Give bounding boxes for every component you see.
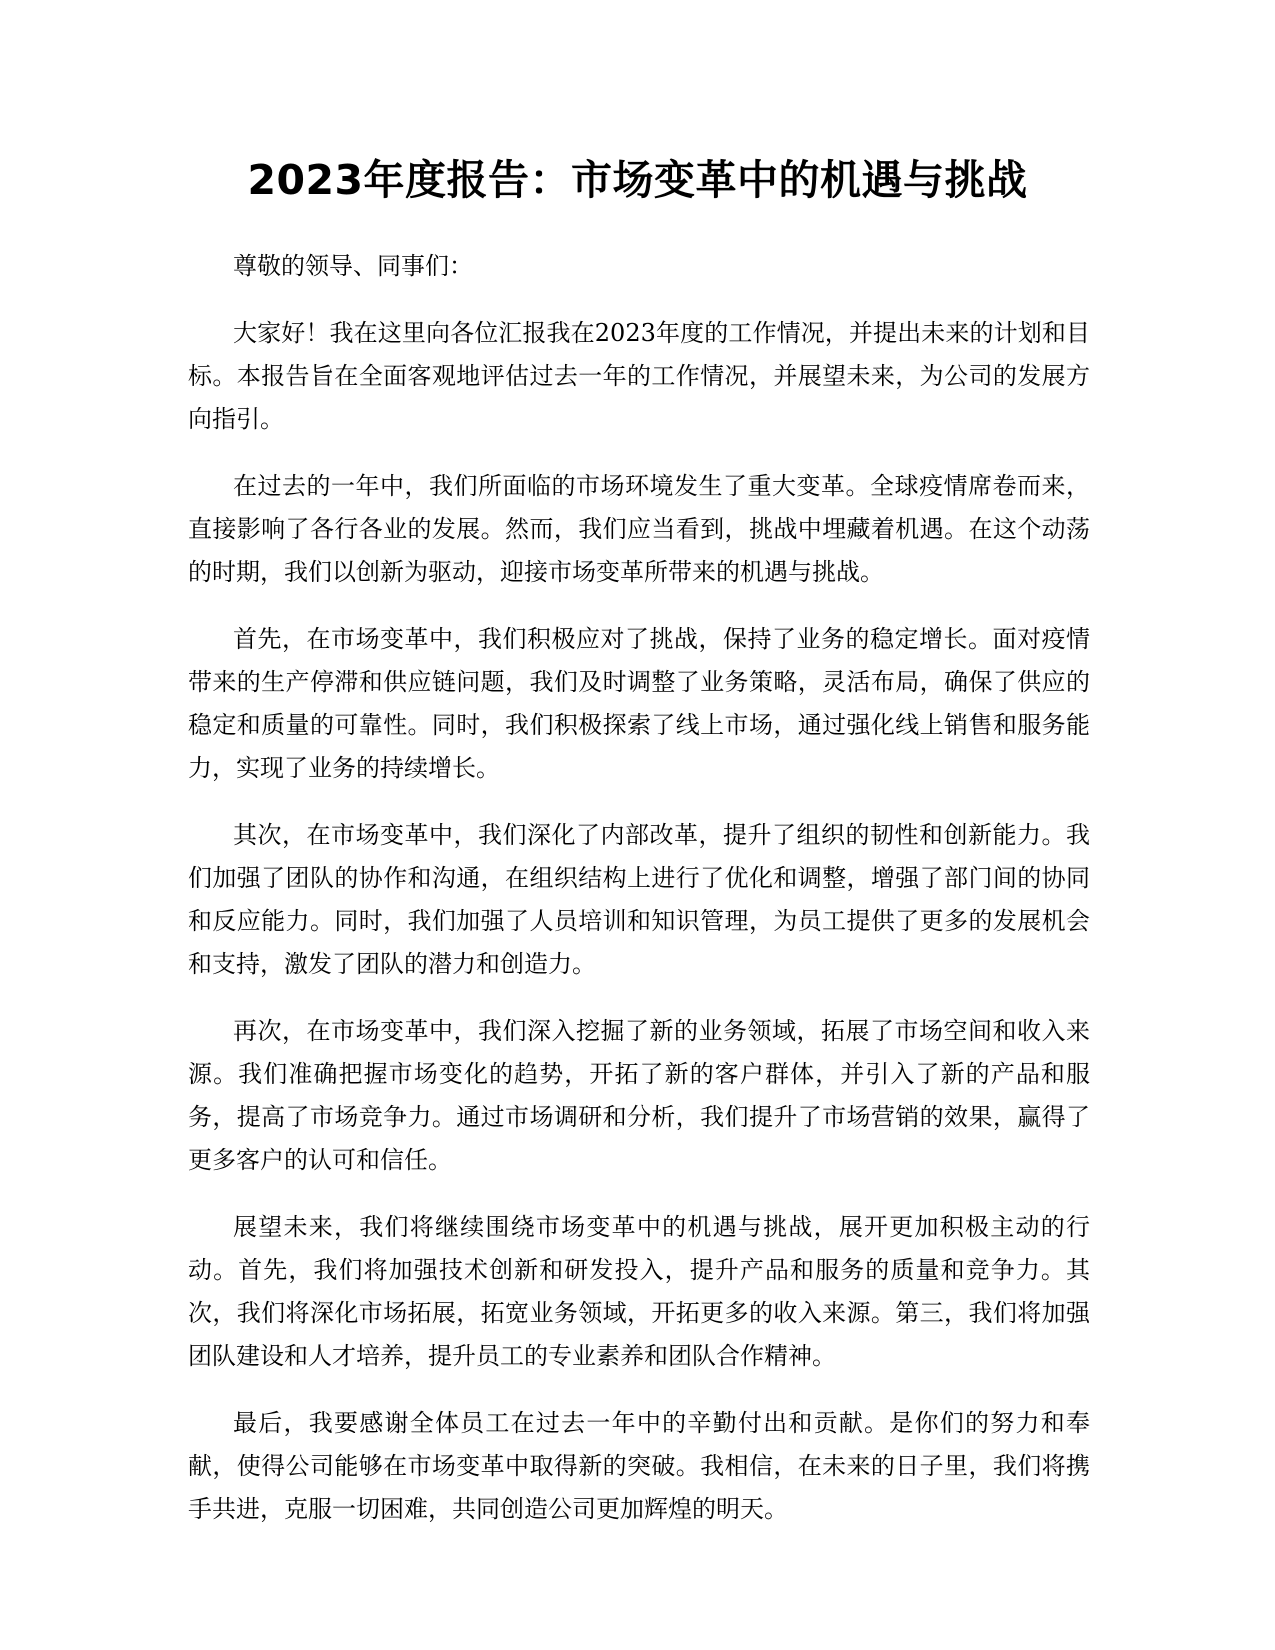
paragraph: 最后，我要感谢全体员工在过去一年中的辛勤付出和贡献。是你们的努力和奉献，使得公司能够在市场变革中取得新的突破。我相信，在未来的日子里，我们将携手共进，克服一切困难，共同创造公司更加辉煌的明天。 (188, 1409, 1090, 1523)
paragraph: 在过去的一年中，我们所面临的市场环境发生了重大变革。全球疫情席卷而来，直接影响了各行各业的发展。然而，我们应当看到，挑战中埋藏着机遇。在这个动荡的时期，我们以创新为驱动，迎接市场变革所带来的机遇与挑战。 (188, 472, 1090, 586)
paragraph: 首先，在市场变革中，我们积极应对了挑战，保持了业务的稳定增长。面对疫情带来的生产停滞和供应链问题，我们及时调整了业务策略，灵活布局，确保了供应的稳定和质量的可靠性。同时，我们积极探索了线上市场，通过强化线上销售和服务能力，实现了业务的持续增长。 (188, 625, 1090, 782)
paragraph: 再次，在市场变革中，我们深入挖掘了新的业务领域，拓展了市场空间和收入来源。我们准确把握市场变化的趋势，开拓了新的客户群体，并引入了新的产品和服务，提高了市场竞争力。通过市场调研和分析，我们提升了市场营销的效果，赢得了更多客户的认可和信任。 (188, 1017, 1090, 1174)
document-body (188, 245, 1090, 1555)
paragraph: 展望未来，我们将继续围绕市场变革中的机遇与挑战，展开更加积极主动的行动。首先，我们将加强技术创新和研发投入，提升产品和服务的质量和竞争力。其次，我们将深化市场拓展，拓宽业务领域，开拓更多的收入来源。第三，我们将加强团队建设和人才培养，提升员工的专业素养和团队合作精神。 (188, 1213, 1090, 1370)
paragraph: 其次，在市场变革中，我们深化了内部改革，提升了组织的韧性和创新能力。我们加强了团队的协作和沟通，在组织结构上进行了优化和调整，增强了部门间的协同和反应能力。同时，我们加强了人员培训和知识管理，为员工提供了更多的发展机会和支持，激发了团队的潜力和创造力。 (188, 821, 1090, 978)
document-title: 2023年度报告：市场变革中的机遇与挑战 (247, 156, 1028, 204)
paragraph: 大家好！我在这里向各位汇报我在2023年度的工作情况，并提出未来的计划和目标。本报告旨在全面客观地评估过去一年的工作情况，并展望未来，为公司的发展方向指引。 (188, 319, 1090, 433)
salutation: 尊敬的领导、同事们： (233, 252, 473, 280)
